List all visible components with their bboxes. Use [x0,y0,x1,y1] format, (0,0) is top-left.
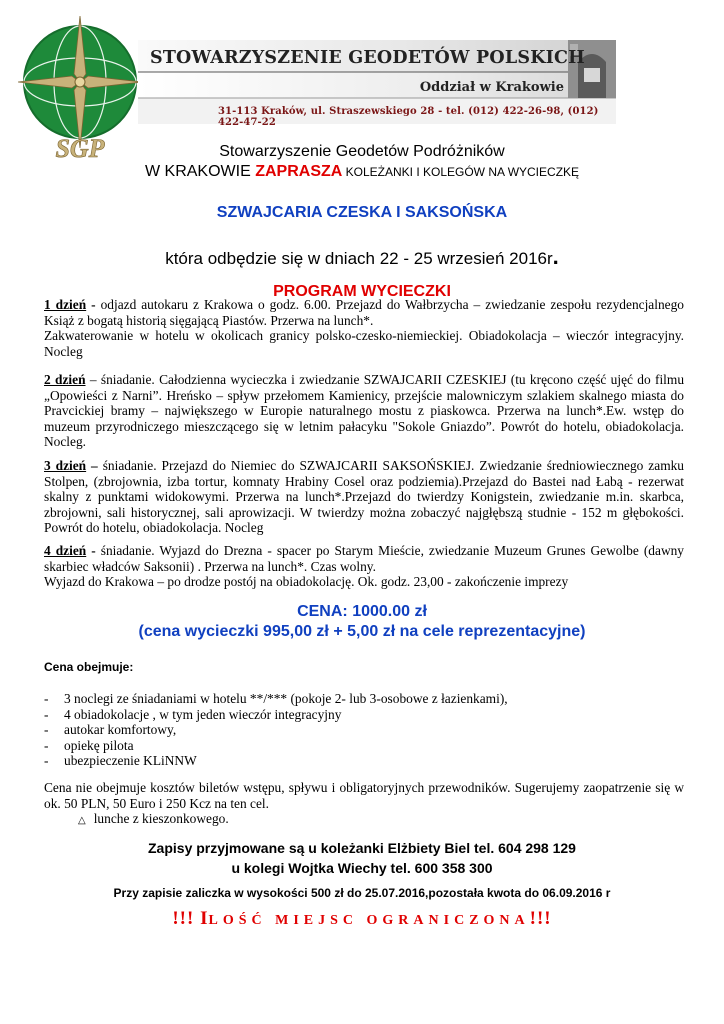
list-item-text: opiekę pilota [64,737,134,753]
limited-text: LOŚĆ MIEJSC OGRANICZONA [208,913,530,928]
list-item [44,753,684,769]
list-item [44,707,684,723]
banner-title: STOWARZYSZENIE GEODETÓW POLSKICH [150,48,585,68]
day-4-sep: - [86,543,101,558]
list-dash: - [44,737,49,753]
day-1-label: 1 dzień [44,297,87,312]
trip-date-text: która odbędzie się w dniach 22 - 25 wrzesień 2016r [165,249,553,268]
day-2-sep: – [85,372,101,387]
list-item [44,722,684,738]
day-3-paragraph [44,458,684,536]
included-list [44,691,684,769]
signup-line-1: Zapisy przyjmowane są u koleżanki Elżbiety Biel tel. 604 298 129 [148,840,576,856]
day-4-text-2: Wyjazd do Krakowa – po drodze postój na obiadokolację. Ok. godz. 23,00 - zakończenie imprezy [44,574,569,590]
sgp-logo [18,14,146,162]
list-item-text: ubezpieczenie KLiNNW [64,753,197,769]
list-dash: - [44,753,49,769]
intro-invites: ZAPRASZA [255,163,343,180]
list-item-text: 3 noclegi ze śniadaniami w hotelu **/*** (pokoje 2- lub 3-osobowe z łazienkami), [64,691,508,706]
included-title: Cena obejmuje: [44,660,134,674]
day-2-label: 2 dzień [44,372,86,387]
banner-subtitle: Oddział w Krakowie [419,80,564,95]
excluded-text: Cena nie obejmuje kosztów biletów wstępu, spływu i obligatoryjnych przewodników. Sugerujemy zaopatrzenie się w ok. 50 PLN, 50 Euro i 250 Kcz na ten cel. [44,780,684,811]
day-1-paragraph [44,297,684,359]
day-2-text: śniadanie. Całodzienna wycieczka i zwiedzanie SZWAJCARII CZESKIEJ (tu kręcono część ujęć do filmu „Opowieści z Narni”. Hreńsko – spływ przełomem Kamienicy, przejście malowniczym szlakiem skalnego miasta do Pravcickiej bramy – największego w Europie naturalnego mostu z piaskowca. Przerwa na lunch*.Ew. wstęp do muzeum przyrodniczego mieszczącego się w letnim pałacyku "Sokole Gniazdo”. Powrót do hotelu, obiadokolacja. Nocleg. [44,372,685,450]
deposit-note: Przy zapisie zaliczka w wysokości 500 zł do 25.07.2016,pozostała kwota do 06.09.2016 r [113,886,611,900]
trip-date [0,244,724,270]
limited-prefix: !!! [172,908,201,929]
day-3-sep: – [86,458,103,473]
intro-line-2 [0,163,724,181]
signup-line-2: u kolegi Wojtka Wiechy tel. 600 358 300 [231,860,493,876]
list-dash: - [44,691,49,706]
limited-suffix: !!! [529,908,552,929]
list-item-text: autokar komfortowy, [64,722,177,738]
intro-city: W KRAKOWIE [144,163,256,180]
list-item-text: 4 obiadokolacje , w tym jeden wieczór integracyjny [64,706,342,722]
header-banner [138,40,616,128]
day-2-paragraph [44,372,684,450]
limited-first-letter: I [200,908,209,929]
day-4-label: 4 dzień [44,543,87,558]
day-1-sep: - [86,297,101,312]
intro-line-1: Stowarzyszenie Geodetów Podróżników [219,143,505,160]
logo-text: SGP [55,134,105,162]
price-line: CENA: 1000.00 zł [297,603,427,620]
destination-title: SZWAJCARIA CZESKA I SAKSOŃSKA [216,204,508,221]
list-item [44,738,684,754]
day-1-text-2: Zakwaterowanie w hotelu w okolicach granicy polsko-czesko-niemieckiej. Obiadokolacja – wieczór integracyjny. Nocleg [44,328,684,359]
limited-seats-notice [0,908,724,930]
trip-date-dot: . [552,244,559,269]
price-breakdown: (cena wycieczki 995,00 zł + 5,00 zł na cele reprezentacyjne) [138,623,586,640]
banner-address: 31-113 Kraków, ul. Straszewskiego 28 - tel. (012) 422-26-98, (012) 422-47-22 [218,106,599,128]
day-3-label: 3 dzień [44,458,87,473]
day-1-text: odjazd autokaru z Krakowa o godz. 6.00. Przejazd do Wałbrzycha – zwiedzanie zespołu rezydencjalnego Książ z bogatą historią sięgającą Piastów. Przerwa na lunch*. [44,297,684,328]
list-dash: - [44,722,49,738]
list-item [44,691,684,707]
day-3-text: śniadanie. Przejazd do Niemiec do SZWAJCARII SAKSOŃSKIEJ. Zwiedzanie średniowiecznego zamku Stolpen, (zbrojownia, izba tortur, komnaty Hrabiny Cosel oraz podziemia).Przejazd do Bastei nad Łabą - rezerwat skalny z punktami widokowymi. Przerwa na lunch*.Przejazd do twierdzy Konigstein, zwiedzanie m.in. skarbca, zbrojowni, sali historycznej, sali aprowizacji. W twierdzy można zobaczyć najgłębszą studnie - 152 m głębokości. Powrót do hotelu, obiadokolacja. Nocleg [44,458,685,536]
program-title: PROGRAM WYCIECZKI [273,283,451,300]
day-4-text: śniadanie. Wyjazd do Drezna - spacer po Starym Mieście, zwiedzanie Muzeum Grunes Gewolbe (dawny skarbiec władców Saksonii) . Przerwa na lunch*. Czas wolny. [44,543,685,574]
intro-invitees: KOLEŻANKI I KOLEGÓW NA WYCIECZKĘ [342,165,580,179]
list-dash: - [44,706,49,722]
pocket-money-text: lunche z kieszonkowego. [93,811,229,826]
triangle-bullet-icon: △ [78,815,86,826]
day-4-paragraph [44,543,684,590]
pocket-money-note [78,811,229,827]
